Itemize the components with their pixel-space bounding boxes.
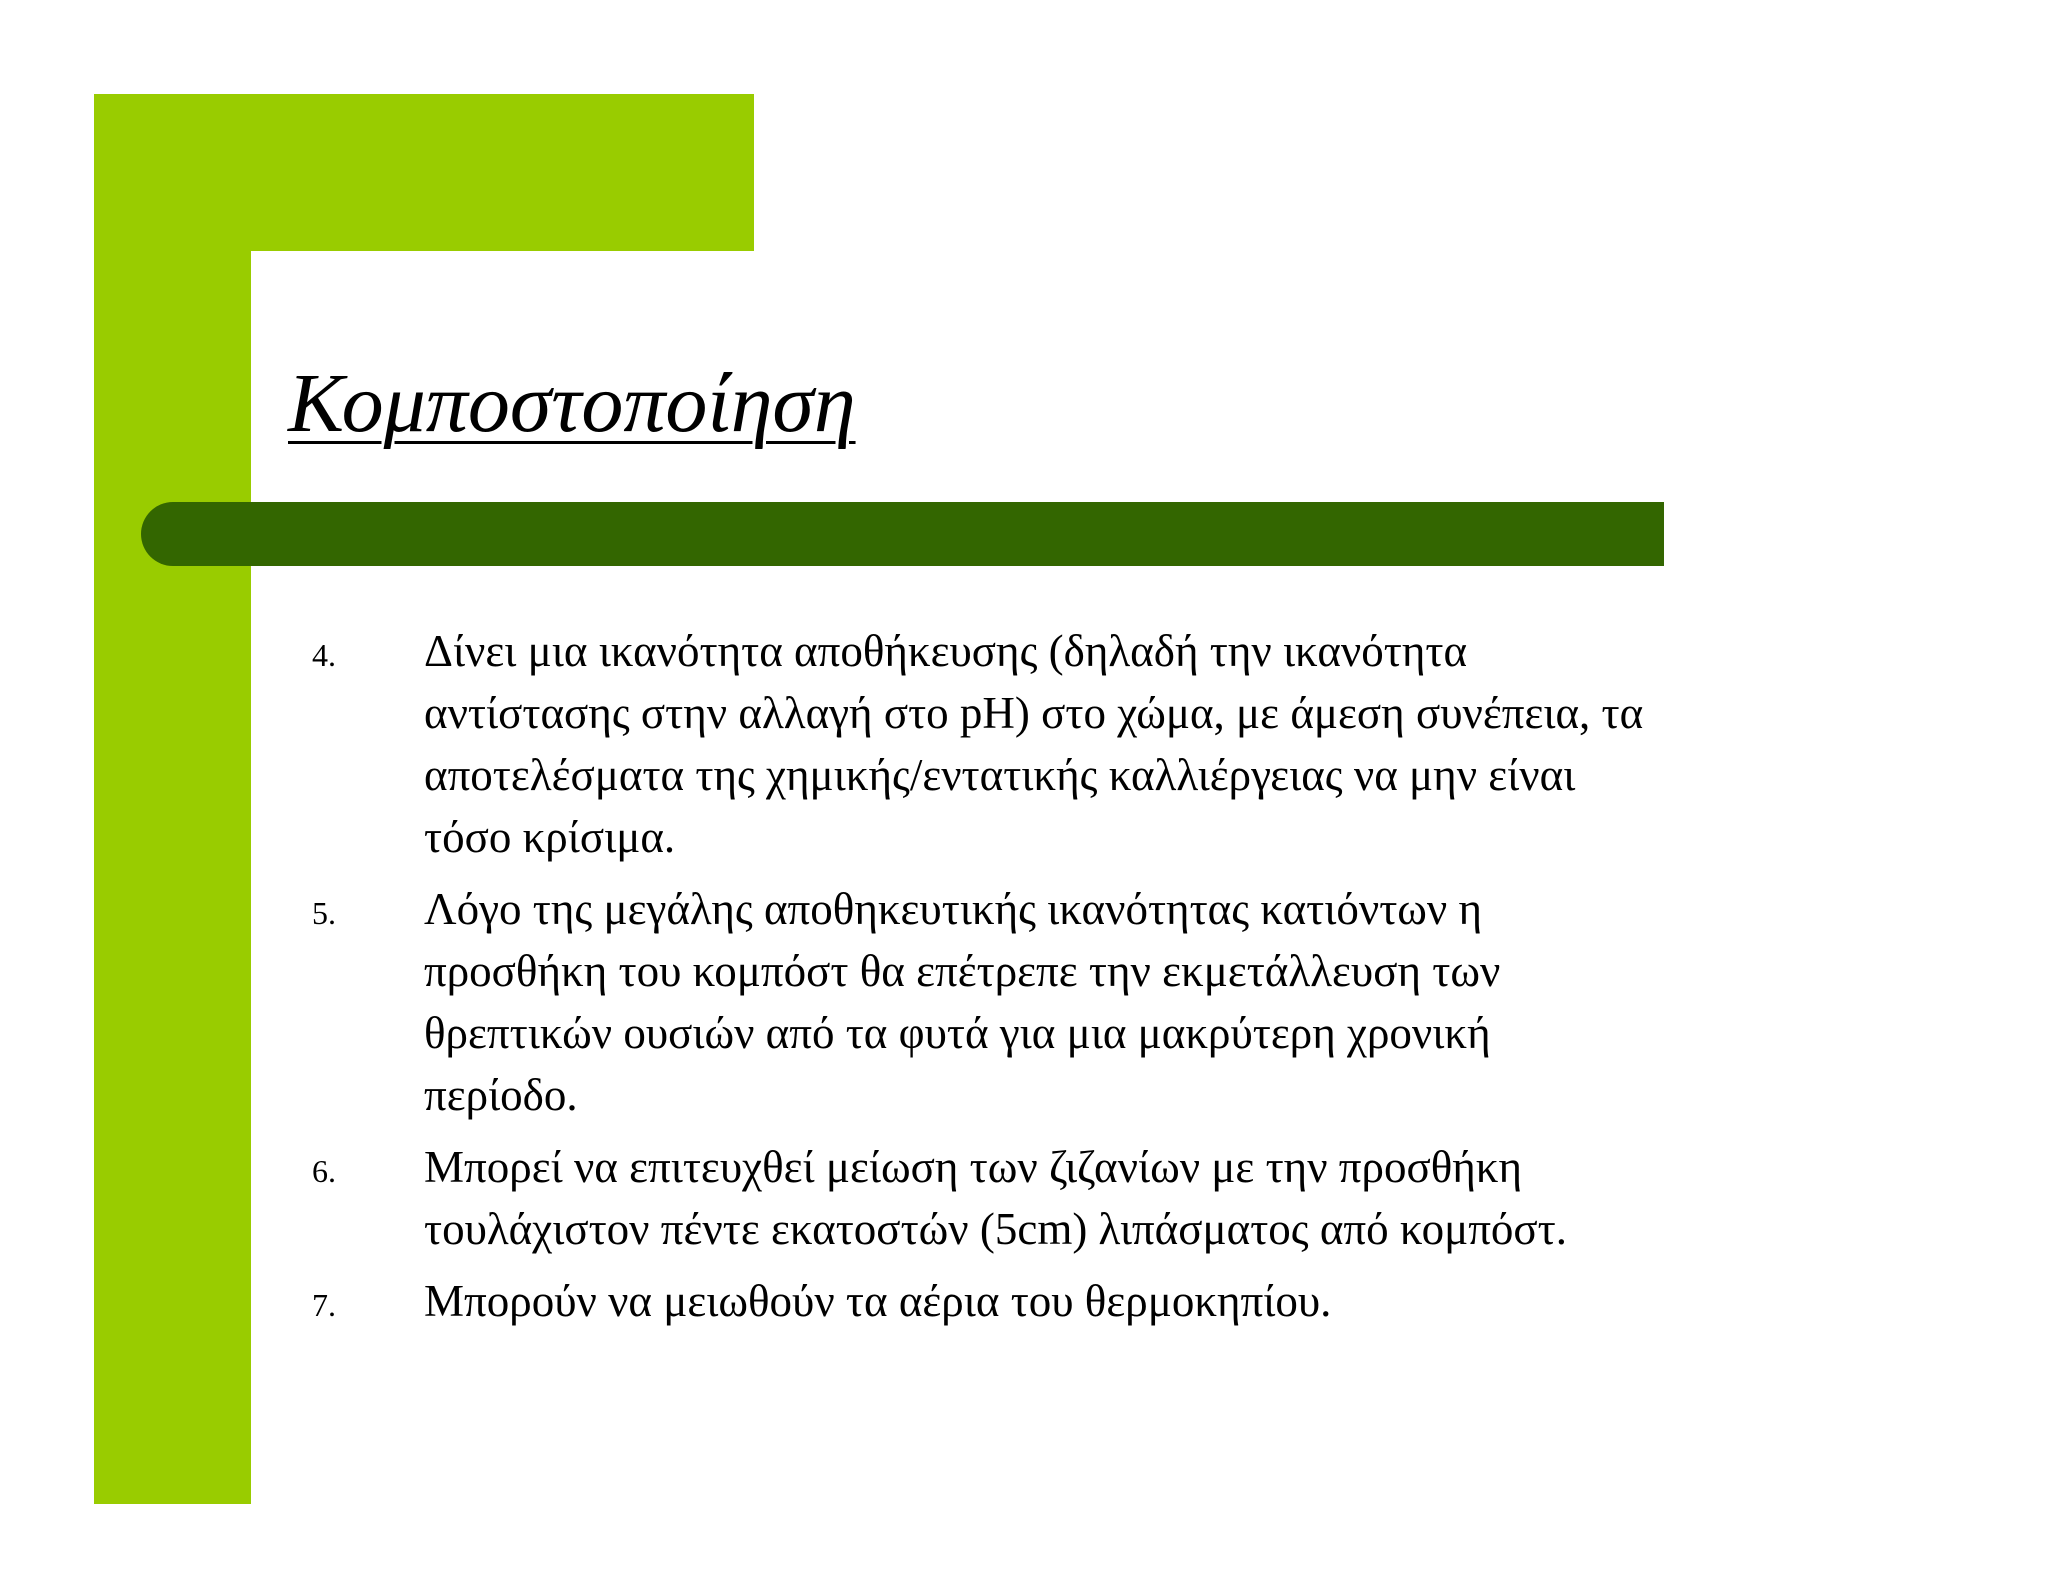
list-item-text-line: αποτελέσματα της χημικής/εντατικής καλλιέργειας να μην είναι — [424, 750, 1576, 800]
list-item — [310, 878, 1870, 1126]
slide-title: Κομποστοποίηση — [288, 357, 856, 450]
list-item-text-line: Μπορεί να επιτευχθεί μείωση των ζιζανίων με την προσθήκη — [424, 1142, 1523, 1192]
list-item-number: 6. — [312, 1153, 336, 1189]
list-item-text-line: Λόγο της μεγάλης αποθηκευτικής ικανότητας κατιόντων η — [424, 884, 1483, 934]
list-item-text-line: προσθήκη του κομπόστ θα επέτρεπε την εκμετάλλευση των — [424, 946, 1501, 996]
list-item-number: 7. — [312, 1287, 336, 1323]
list-item-text-line: Δίνει μια ικανότητα αποθήκευσης (δηλαδή την ικανότητα — [424, 626, 1468, 676]
list-item-text-line: τουλάχιστον πέντε εκατοστών (5cm) λιπάσματος από κομπόστ. — [424, 1204, 1568, 1254]
list-item — [310, 620, 1870, 868]
list-item-text-line: τόσο κρίσιμα. — [424, 812, 676, 862]
list-item-number: 4. — [312, 637, 336, 673]
title-divider-bar — [141, 502, 1664, 566]
list-item-text-line: αντίστασης στην αλλαγή στο pH) στο χώμα, με άμεση συνέπεια, τα — [424, 688, 1644, 738]
list-item-text-line: περίοδο. — [424, 1070, 578, 1120]
list-item — [310, 1270, 1870, 1332]
list-item — [310, 1136, 1870, 1260]
numbered-list — [310, 620, 1870, 1342]
decorative-horizontal-band — [94, 94, 754, 251]
list-item-number: 5. — [312, 895, 336, 931]
list-item-text-line: Μπορούν να μειωθούν τα αέρια του θερμοκηπίου. — [424, 1276, 1332, 1326]
decorative-vertical-band — [94, 94, 251, 1504]
list-item-text-line: θρεπτικών ουσιών από τα φυτά για μια μακρύτερη χρονική — [424, 1008, 1491, 1058]
